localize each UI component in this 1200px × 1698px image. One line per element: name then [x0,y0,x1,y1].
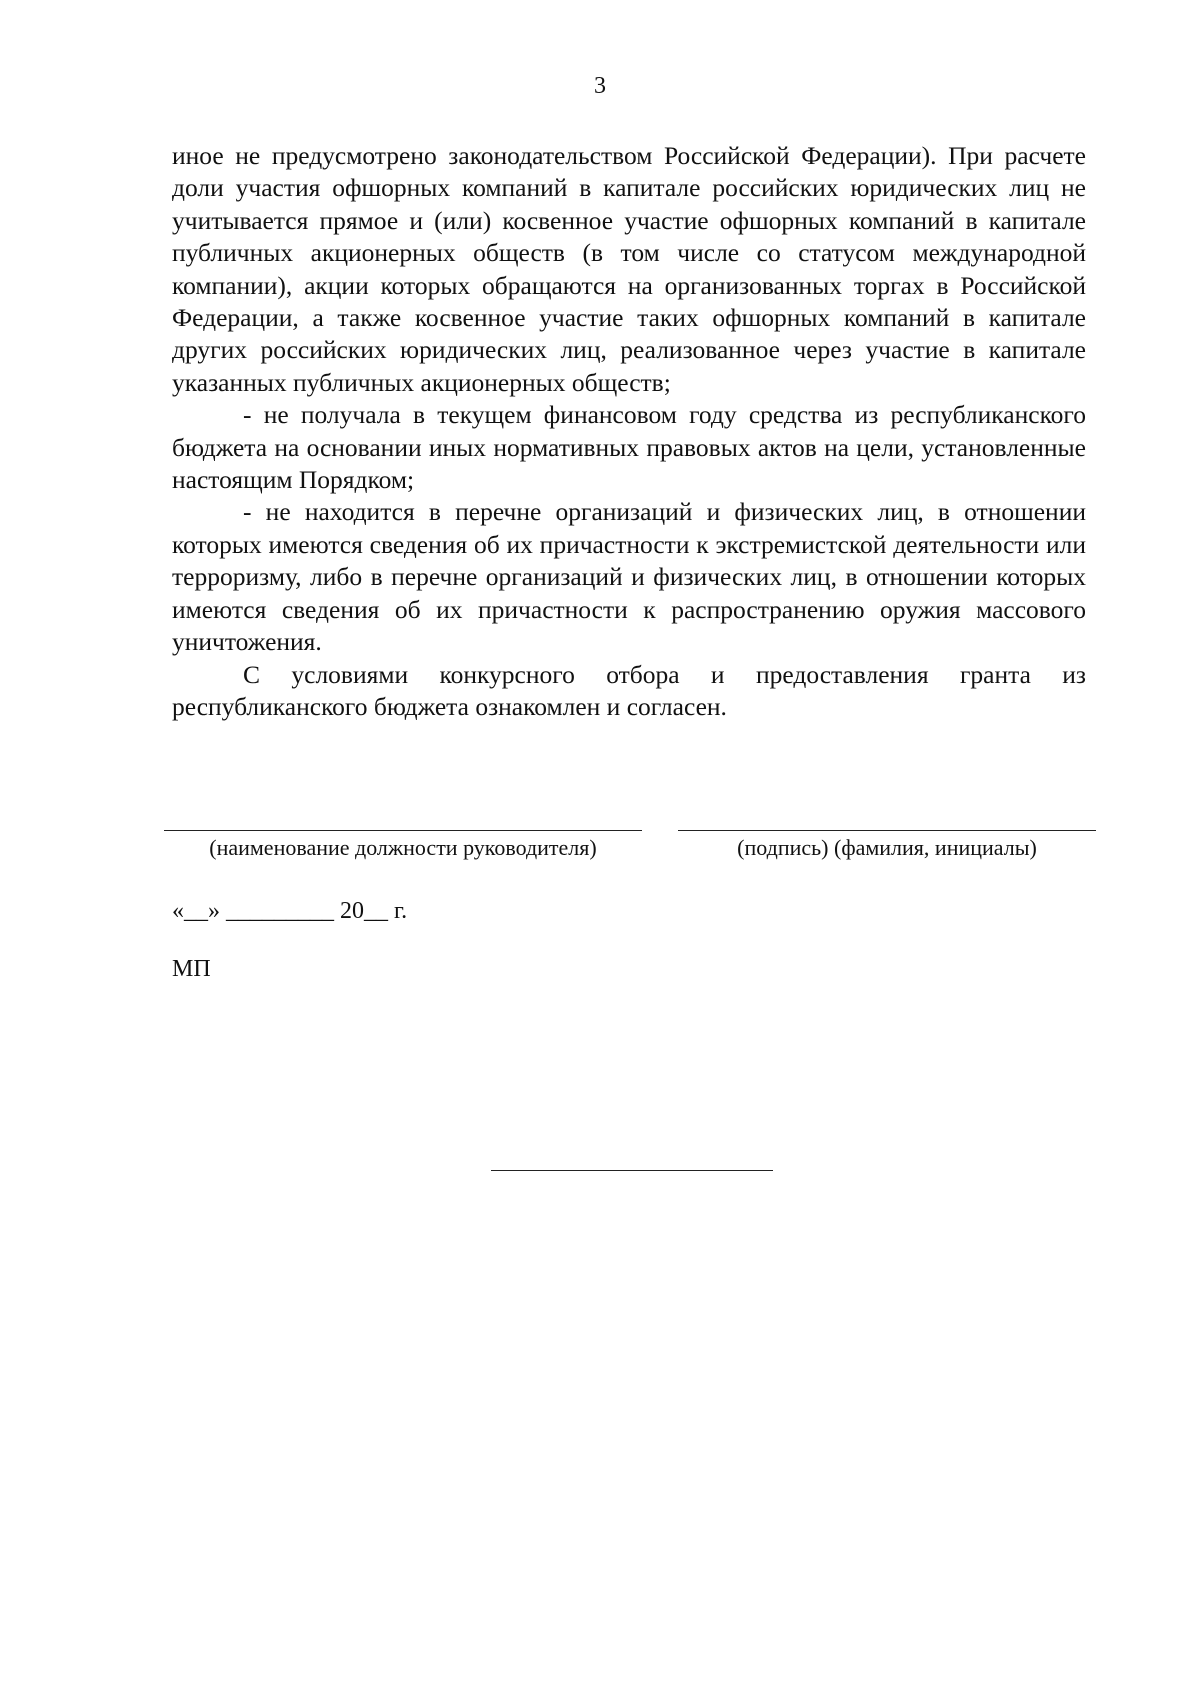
paragraph-no-budget-funds: - не получала в текущем финансовом году средства из республиканского бюджета на основании иных нормативных правовых актов на цели, установленные настоящим Порядком; [172,400,1086,495]
end-of-document-line [491,1170,773,1171]
signature-name-caption: (подпись) (фамилия, инициалы) [737,835,1037,860]
stamp-label: МП [172,956,211,982]
date-line: «__» _________ 20__ г. [172,898,408,924]
name-signature-line [678,830,1096,831]
position-caption: (наименование должности руководителя) [209,835,597,860]
body-text [172,140,1086,723]
paragraph-agreement: С условиями конкурсного отбора и предоставления гранта из республиканского бюджета ознакомлен и согласен. [172,659,1086,721]
paragraph-offshore-participation: иное не предусмотрено законодательством Российской Федерации). При расчете доли участия офшорных компаний в капитале российских юридических лиц не учитывается прямое и (или) косвенное участие офшорных компаний в капитале публичных акционерных обществ (в том числе со статусом международной компании), акции которых обращаются на организованных торгах в Российской Федерации, а также косвенное участие таких офшорных компаний в капитале других российских юридических лиц, реализованное через участие в капитале указанных публичных акционерных обществ; [172,141,1086,397]
paragraph-no-extremism-list: - не находится в перечне организаций и физических лиц, в отношении которых имеются сведения об их причастности к экстремистской деятельности или терроризму, либо в перечне организаций и физических лиц, в отношении которых имеются сведения об их причастности к распространению оружия массового уничтожения. [172,497,1086,657]
page-number: 3 [594,73,606,99]
position-signature-line [164,830,642,831]
